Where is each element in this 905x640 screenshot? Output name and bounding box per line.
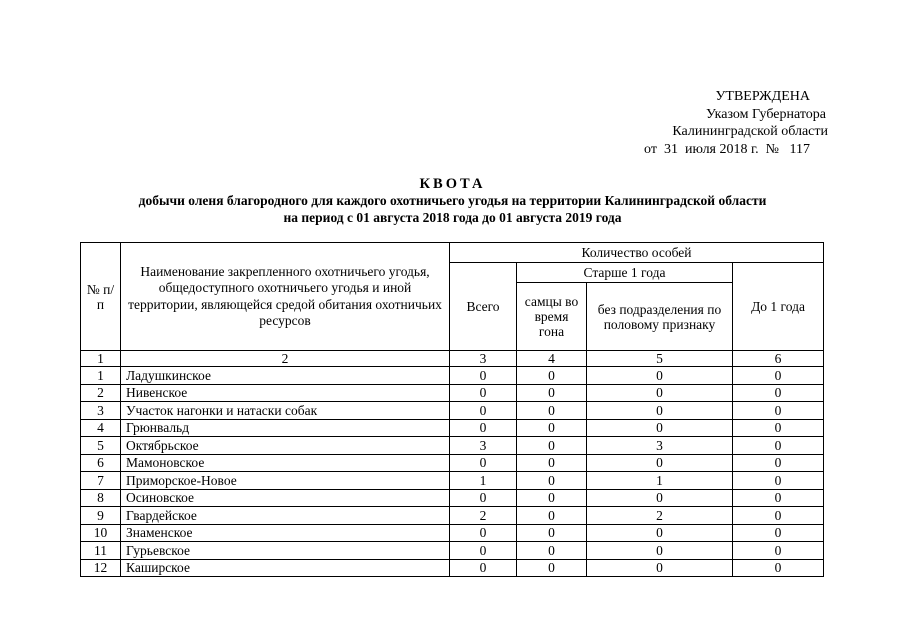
- cell-total: 1: [450, 472, 517, 490]
- cell-males: 0: [517, 507, 587, 525]
- cell-males: 0: [517, 384, 587, 402]
- cell-name: Участок нагонки и натаски собак: [121, 402, 450, 420]
- cell-num: 10: [81, 524, 121, 542]
- cell-num: 1: [81, 367, 121, 385]
- cell-no-division: 0: [587, 542, 733, 560]
- cell-males: 0: [517, 419, 587, 437]
- cell-under-one: 0: [733, 419, 824, 437]
- cell-name: Грюнвальд: [121, 419, 450, 437]
- table-row: [81, 559, 824, 577]
- column-number: 5: [587, 351, 733, 367]
- cell-under-one: 0: [733, 559, 824, 577]
- cell-under-one: 0: [733, 402, 824, 420]
- cell-under-one: 0: [733, 384, 824, 402]
- table-row: [81, 384, 824, 402]
- cell-under-one: 0: [733, 437, 824, 455]
- cell-name: Знаменское: [121, 524, 450, 542]
- cell-males: 0: [517, 437, 587, 455]
- cell-males: 0: [517, 402, 587, 420]
- header-no-division: без подразделения по половому признаку: [587, 283, 733, 351]
- cell-under-one: 0: [733, 472, 824, 490]
- cell-under-one: 0: [733, 489, 824, 507]
- cell-males: 0: [517, 542, 587, 560]
- table-row: [81, 419, 824, 437]
- subtitle-line-1: добычи оленя благородного для каждого охотничьего угодья на территории Калининградской области: [138, 193, 767, 208]
- cell-name: Гвардейское: [121, 507, 450, 525]
- approval-region: Калининградской области: [672, 124, 828, 139]
- table-row: [81, 402, 824, 420]
- cell-no-division: 0: [587, 489, 733, 507]
- column-number: 6: [733, 351, 824, 367]
- cell-total: 0: [450, 559, 517, 577]
- table-row: [81, 454, 824, 472]
- cell-num: 5: [81, 437, 121, 455]
- cell-num: 9: [81, 507, 121, 525]
- subtitle-line-2: на период с 01 августа 2018 года до 01 августа 2019 года: [283, 209, 622, 225]
- cell-no-division: 2: [587, 507, 733, 525]
- header-total: Всего: [450, 263, 517, 351]
- cell-no-division: 0: [587, 419, 733, 437]
- cell-males: 0: [517, 559, 587, 577]
- cell-total: 0: [450, 454, 517, 472]
- cell-under-one: 0: [733, 507, 824, 525]
- cell-no-division: 0: [587, 524, 733, 542]
- cell-total: 0: [450, 542, 517, 560]
- table-row: [81, 524, 824, 542]
- header-under-one: До 1 года: [733, 263, 824, 351]
- header-name: Наименование закрепленного охотничьего угодья, общедоступного охотничьего угодья и иной территории, являющейся средой обитания охотничьих ресурсов: [121, 243, 450, 351]
- cell-males: 0: [517, 472, 587, 490]
- cell-males: 0: [517, 367, 587, 385]
- cell-num: 11: [81, 542, 121, 560]
- cell-name: Приморское-Новое: [121, 472, 450, 490]
- cell-no-division: 0: [587, 454, 733, 472]
- cell-name: Нивенское: [121, 384, 450, 402]
- header-quantity: Количество особей: [450, 243, 824, 263]
- cell-total: 0: [450, 419, 517, 437]
- cell-total: 0: [450, 489, 517, 507]
- cell-under-one: 0: [733, 454, 824, 472]
- column-number: 4: [517, 351, 587, 367]
- cell-under-one: 0: [733, 524, 824, 542]
- cell-total: 3: [450, 437, 517, 455]
- cell-num: 7: [81, 472, 121, 490]
- column-number: 1: [81, 351, 121, 367]
- cell-no-division: 0: [587, 384, 733, 402]
- cell-total: 0: [450, 524, 517, 542]
- column-number: 2: [121, 351, 450, 367]
- cell-total: 2: [450, 507, 517, 525]
- cell-num: 12: [81, 559, 121, 577]
- cell-name: Ладушкинское: [121, 367, 450, 385]
- cell-total: 0: [450, 367, 517, 385]
- cell-name: Каширское: [121, 559, 450, 577]
- table-row: [81, 472, 824, 490]
- cell-num: 2: [81, 384, 121, 402]
- cell-no-division: 3: [587, 437, 733, 455]
- column-number: 3: [450, 351, 517, 367]
- cell-name: Октябрьское: [121, 437, 450, 455]
- cell-no-division: 1: [587, 472, 733, 490]
- cell-name: Мамоновское: [121, 454, 450, 472]
- table-row: [81, 489, 824, 507]
- cell-no-division: 0: [587, 367, 733, 385]
- cell-total: 0: [450, 384, 517, 402]
- approval-decree: Указом Губернатора: [705, 106, 826, 122]
- document-title: КВОТА: [419, 176, 486, 192]
- cell-total: 0: [450, 402, 517, 420]
- quota-table-body: [81, 367, 824, 577]
- approval-date-number: от 31 июля 2018 г. № 117: [644, 141, 810, 157]
- cell-under-one: 0: [733, 542, 824, 560]
- approval-block: [600, 88, 830, 158]
- cell-males: 0: [517, 489, 587, 507]
- quota-table: [80, 242, 824, 577]
- cell-no-division: 0: [587, 402, 733, 420]
- cell-num: 6: [81, 454, 121, 472]
- table-row: [81, 367, 824, 385]
- header-males: самцы во время гона: [517, 283, 587, 351]
- table-row: [81, 437, 824, 455]
- header-older: Старше 1 года: [517, 263, 733, 283]
- cell-no-division: 0: [587, 559, 733, 577]
- header-num: № п/п: [81, 243, 121, 351]
- cell-name: Осиновское: [121, 489, 450, 507]
- cell-name: Гурьевское: [121, 542, 450, 560]
- approval-heading: УТВЕРЖДЕНА: [715, 89, 810, 104]
- cell-males: 0: [517, 454, 587, 472]
- cell-num: 8: [81, 489, 121, 507]
- document-subtitle: [0, 193, 905, 226]
- cell-num: 3: [81, 402, 121, 420]
- table-row: [81, 542, 824, 560]
- cell-under-one: 0: [733, 367, 824, 385]
- cell-num: 4: [81, 419, 121, 437]
- table-row: [81, 507, 824, 525]
- cell-males: 0: [517, 524, 587, 542]
